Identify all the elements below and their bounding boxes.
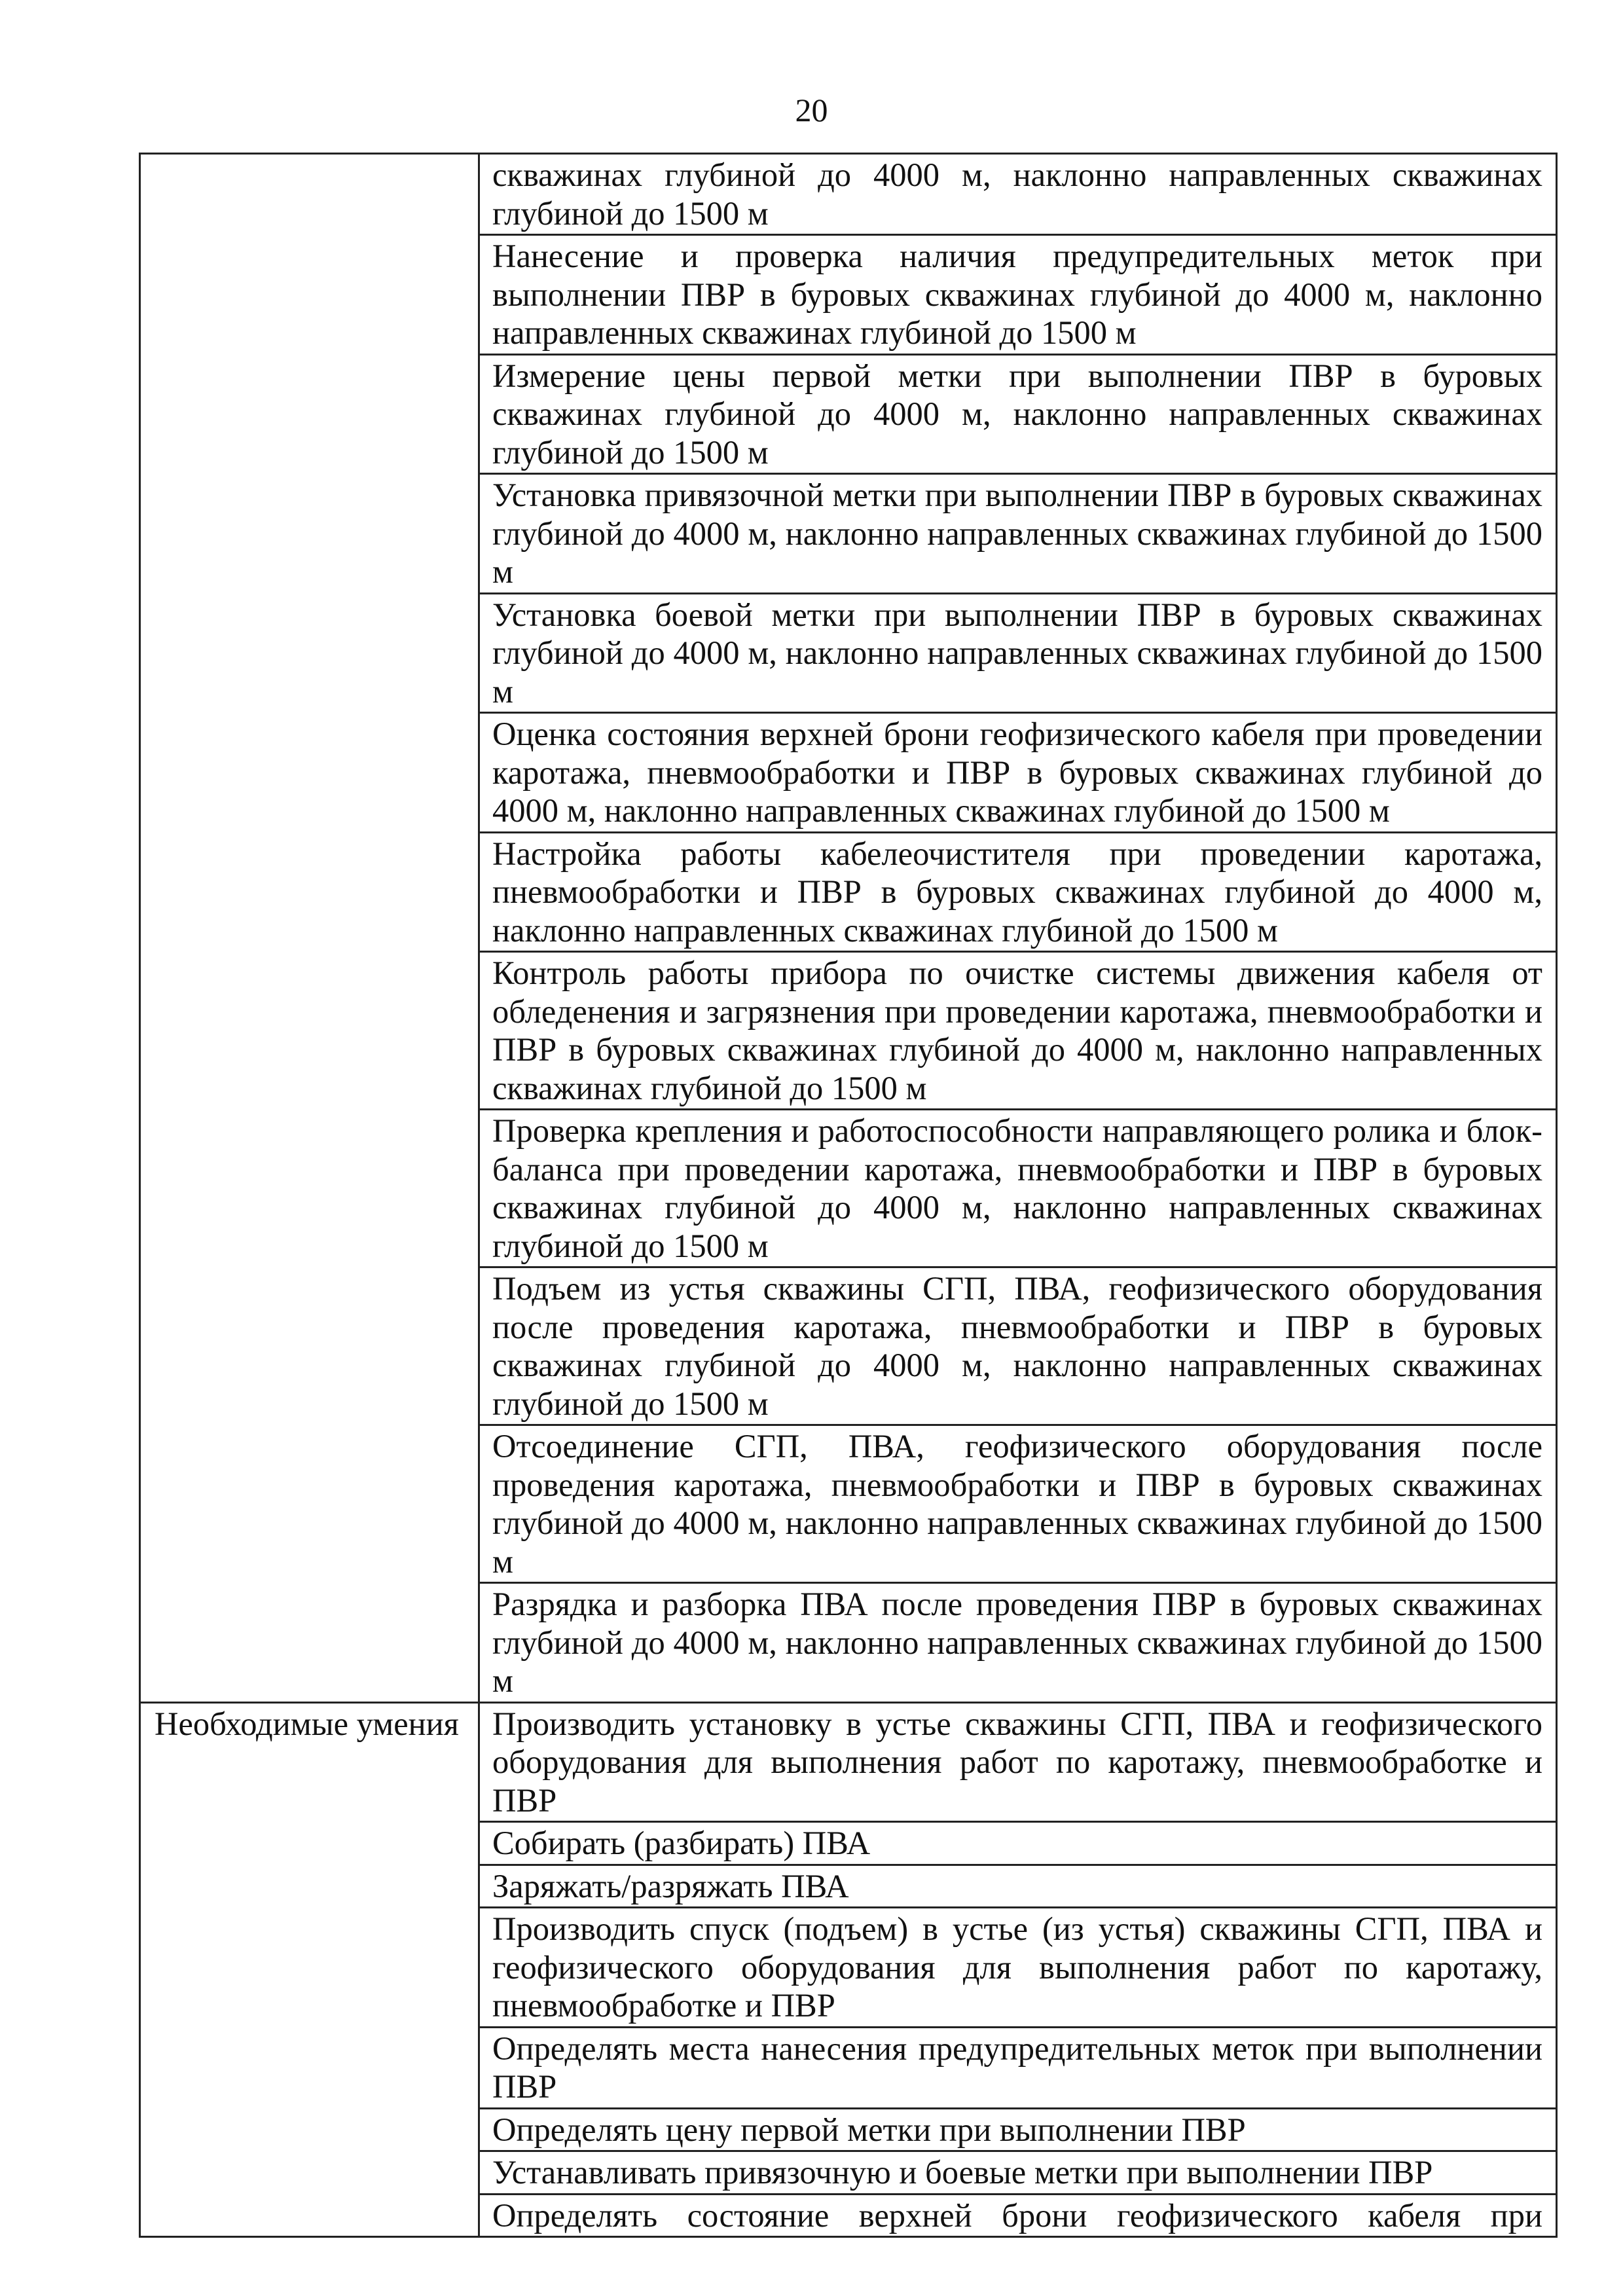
table-cell: Измерение цены первой метки при выполнении ПВР в буровых скважинах глубиной до 4000 м, наклонно направленных скважинах глубиной до 1500 м	[479, 354, 1557, 474]
table-cell: Отсоединение СГП, ПВА, геофизического оборудования после проведения каротажа, пневмообработки и ПВР в буровых скважинах глубиной до 4000 м, наклонно направленных скважинах глубиной до 1500 м	[479, 1425, 1557, 1583]
table-cell: Нанесение и проверка наличия предупредительных меток при выполнении ПВР в буровых скважинах глубиной до 4000 м, наклонно направленных скважинах глубиной до 1500 м	[479, 235, 1557, 355]
table-cell: Определять цену первой метки при выполнении ПВР	[479, 2108, 1557, 2151]
page-number: 20	[795, 92, 828, 128]
table-cell: Производить спуск (подъем) в устье (из устья) скважины СГП, ПВА и геофизического оборудования для выполнения работ по каротажу, пневмообработке и ПВР	[479, 1908, 1557, 2028]
section-label-cell: Необходимые умения	[140, 1702, 479, 2237]
table-row	[140, 1702, 1557, 1822]
table-row	[140, 154, 1557, 235]
table-cell: Установка боевой метки при выполнении ПВР в буровых скважинах глубиной до 4000 м, наклонно направленных скважинах глубиной до 1500 м	[479, 593, 1557, 713]
table-cell: Контроль работы прибора по очистке системы движения кабеля от обледенения и загрязнения при проведении каротажа, пневмообработки и ПВР в буровых скважинах глубиной до 4000 м, наклонно направленных скважинах глубиной до 1500 м	[479, 952, 1557, 1110]
table-cell: Оценка состояния верхней брони геофизического кабеля при проведении каротажа, пневмообработки и ПВР в буровых скважинах глубиной до 4000 м, наклонно направленных скважинах глубиной до 1500 м	[479, 713, 1557, 833]
table-cell: Производить установку в устье скважины СГП, ПВА и геофизического оборудования для выполнения работ по каротажу, пневмообработке и ПВР	[479, 1702, 1557, 1822]
competency-table	[139, 153, 1558, 2238]
table-cell: Определять состояние верхней брони геофизического кабеля при	[479, 2194, 1557, 2237]
table-cell: Определять места нанесения предупредительных меток при выполнении ПВР	[479, 2027, 1557, 2108]
table-cell: Подъем из устья скважины СГП, ПВА, геофизического оборудования после проведения каротажа, пневмообработки и ПВР в буровых скважинах глубиной до 4000 м, наклонно направленных скважинах глубиной до 1500 м	[479, 1267, 1557, 1425]
table-cell: Настройка работы кабелеочистителя при проведении каротажа, пневмообработки и ПВР в буровых скважинах глубиной до 4000 м, наклонно направленных скважинах глубиной до 1500 м	[479, 832, 1557, 952]
table-cell: Устанавливать привязочную и боевые метки при выполнении ПВР	[479, 2151, 1557, 2195]
table-cell: Собирать (разбирать) ПВА	[479, 1822, 1557, 1865]
table-cell: скважинах глубиной до 4000 м, наклонно направленных скважинах глубиной до 1500 м	[479, 154, 1557, 235]
table-cell: Проверка крепления и работоспособности направляющего ролика и блок-баланса при проведении каротажа, пневмообработки и ПВР в буровых скважинах глубиной до 4000 м, наклонно направленных скважинах глубиной до 1500 м	[479, 1110, 1557, 1267]
table-cell: Установка привязочной метки при выполнении ПВР в буровых скважинах глубиной до 4000 м, наклонно направленных скважинах глубиной до 1500 м	[479, 474, 1557, 594]
table-cell: Заряжать/разряжать ПВА	[479, 1865, 1557, 1908]
section-label-cell	[140, 154, 479, 1703]
table-cell: Разрядка и разборка ПВА после проведения ПВР в буровых скважинах глубиной до 4000 м, наклонно направленных скважинах глубиной до 1500 м	[479, 1583, 1557, 1703]
